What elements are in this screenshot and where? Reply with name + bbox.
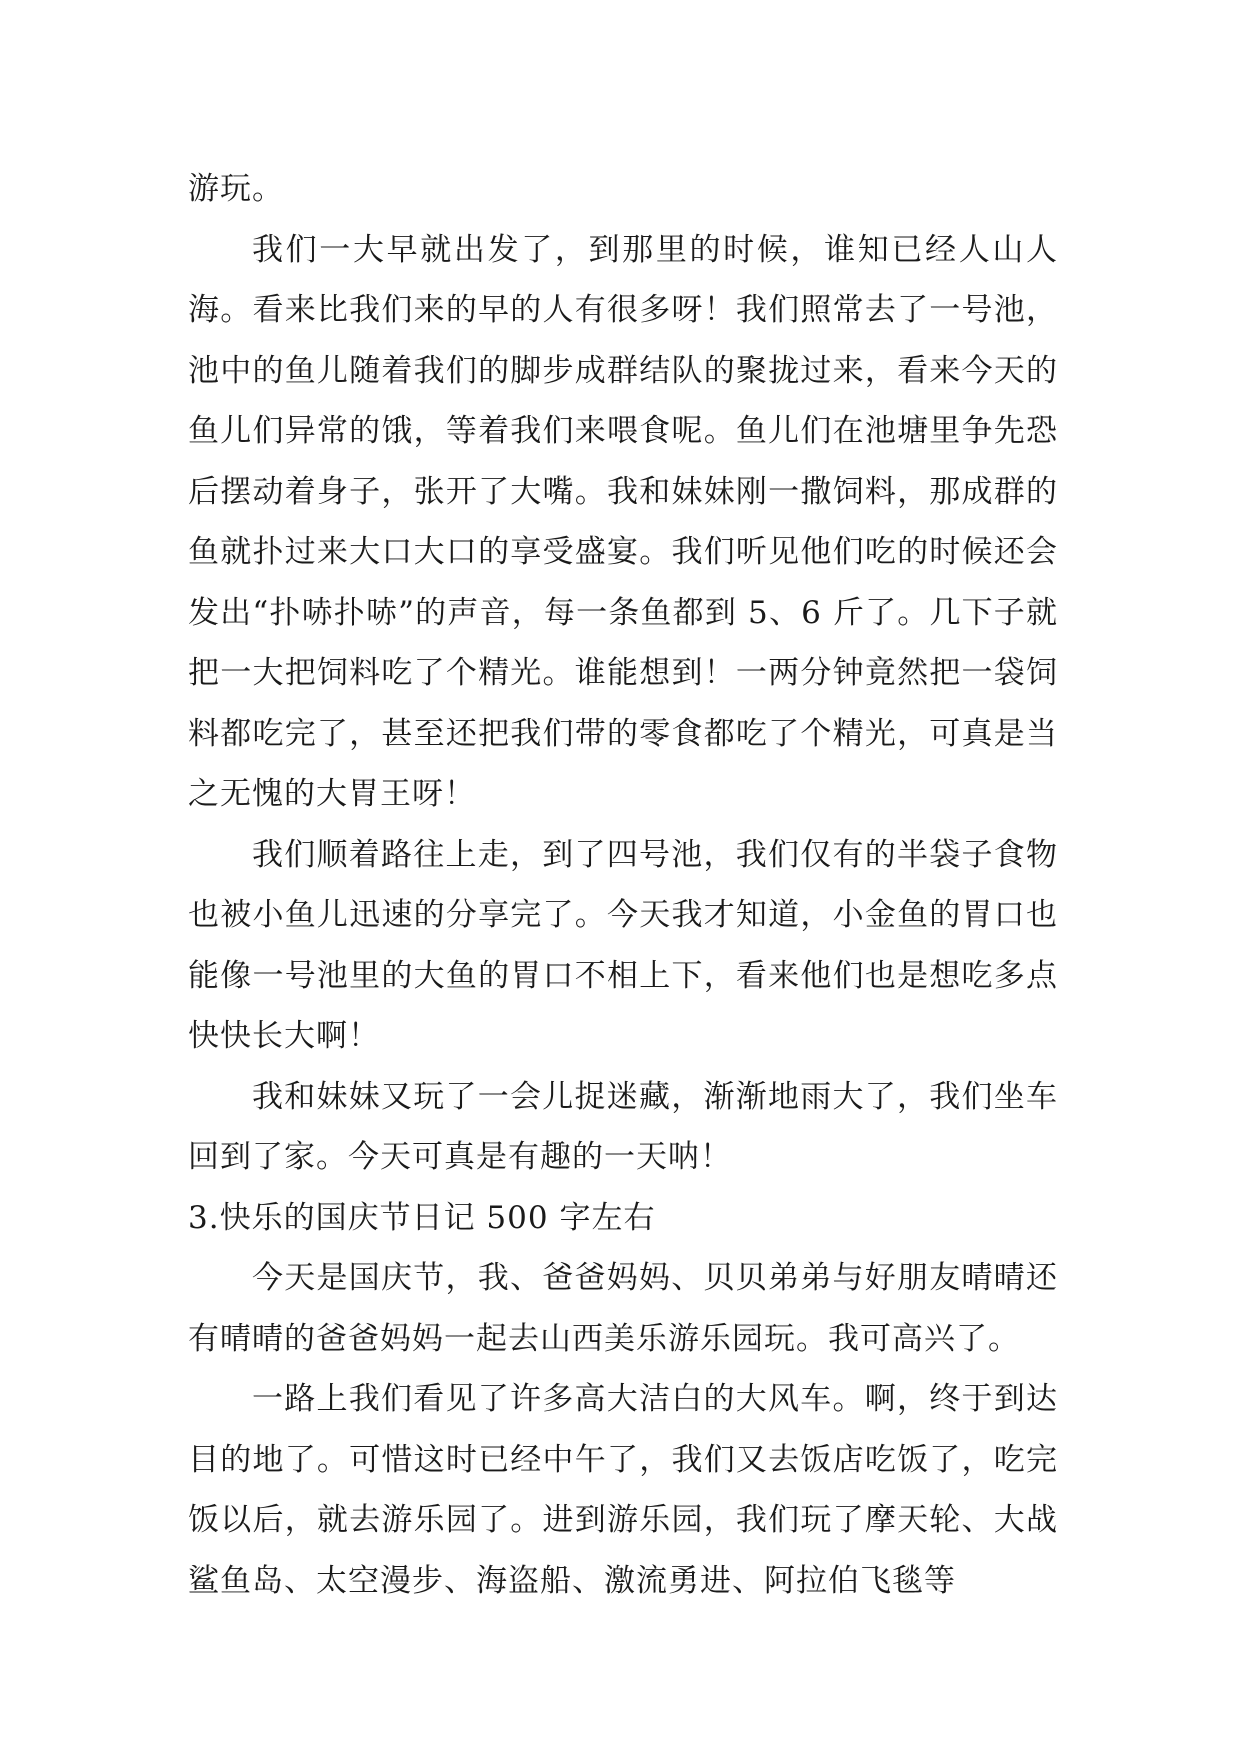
paragraph-national-day: 今天是国庆节，我、爸爸妈妈、贝贝弟弟与好朋友晴晴还有晴晴的爸爸妈妈一起去山西美乐游乐园玩。我可高兴了。 [188, 1260, 1058, 1357]
paragraph-going-home: 我和妹妹又玩了一会儿捉迷藏，渐渐地雨大了，我们坐车回到了家。今天可真是有趣的一天呐！ [188, 1078, 1058, 1175]
paragraph-fish-pond-four: 我们顺着路往上走，到了四号池，我们仅有的半袋子食物也被小鱼儿迅速的分享完了。今天我才知道，小金鱼的胃口也能像一号池里的大鱼的胃口不相上下，看来他们也是想吃多点快快长大啊！ [188, 836, 1058, 1054]
paragraph-fish-pond-one: 我们一大早就出发了，到那里的时候，谁知已经人山人海。看来比我们来的早的人有很多呀！我们照常去了一号池，池中的鱼儿随着我们的脚步成群结队的聚拢过来，看来今天的鱼儿们异常的饿，等着我们来喂食呢。鱼儿们在池塘里争先恐后摆动着身子，张开了大嘴。我和妹妹刚一撒饲料，那成群的鱼就扑过来大口大口的享受盛宴。我们听见他们吃的时候还会发出“扑哧扑哧”的声音，每一条鱼都到 5、6 斤了。几下子就把一大把饲料吃了个精光。谁能想到！一两分钟竟然把一袋饲料都吃完了，甚至还把我们带的零食都吃了个精光，可真是当之无愧的大胃王呀！ [188, 231, 1058, 812]
section-heading: 3.快乐的国庆节日记 500 字左右 [188, 1199, 656, 1236]
paragraph-continuation: 游玩。 [188, 171, 284, 207]
document-body [188, 159, 1058, 1611]
paragraph-amusement-park: 一路上我们看见了许多高大洁白的大风车。啊，终于到达目的地了。可惜这时已经中午了，我们又去饭店吃饭了，吃完饭以后，就去游乐园了。进到游乐园，我们玩了摩天轮、大战鲨鱼岛、太空漫步、海盗船、激流勇进、阿拉伯飞毯等 [188, 1381, 1058, 1599]
